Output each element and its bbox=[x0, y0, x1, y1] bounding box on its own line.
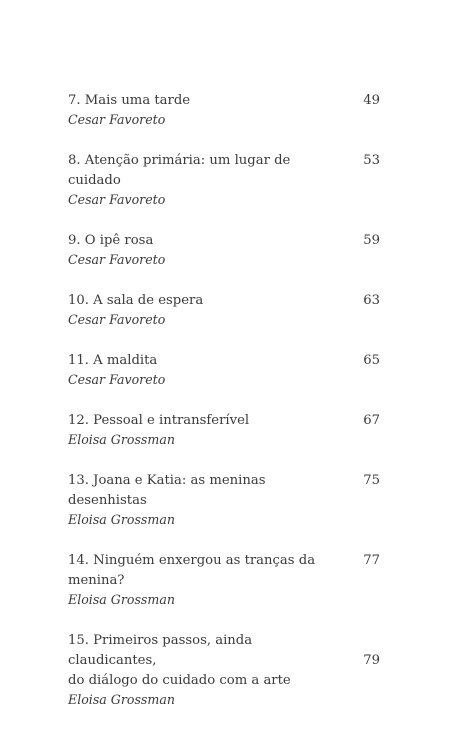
toc-entry[interactable] bbox=[68, 471, 380, 529]
toc-entry-page-number: 77 bbox=[363, 553, 380, 568]
toc-entry[interactable] bbox=[68, 351, 380, 389]
toc-entry-author: Eloisa Grossman bbox=[68, 692, 175, 707]
toc-entry[interactable] bbox=[68, 411, 380, 449]
toc-entry-author: Cesar Favoreto bbox=[68, 252, 166, 267]
toc-entry-page-number: 53 bbox=[363, 153, 380, 168]
toc-entry-page-number: 67 bbox=[363, 413, 380, 428]
toc-entry-title: 12. Pessoal e intransferível bbox=[68, 413, 250, 428]
toc-entry[interactable] bbox=[68, 631, 380, 709]
toc-entry-title: 7. Mais uma tarde bbox=[68, 93, 191, 108]
toc-entry-title: 13. Joana e Katia: as meninas desenhistas bbox=[68, 473, 266, 508]
toc-entry-page-number: 75 bbox=[363, 473, 380, 488]
toc-entry-title: 8. Atenção primária: um lugar de cuidado bbox=[68, 153, 291, 188]
toc-entry[interactable] bbox=[68, 291, 380, 329]
toc-entry-title: 10. A sala de espera bbox=[68, 293, 204, 308]
toc-entry-title: 9. O ipê rosa bbox=[68, 233, 154, 248]
toc-entry-author: Cesar Favoreto bbox=[68, 312, 166, 327]
toc-entry-author: Cesar Favoreto bbox=[68, 192, 166, 207]
table-of-contents bbox=[68, 91, 380, 731]
toc-entry[interactable] bbox=[68, 151, 380, 209]
toc-entry[interactable] bbox=[68, 231, 380, 269]
toc-entry-author: Cesar Favoreto bbox=[68, 372, 166, 387]
toc-entry-page-number: 63 bbox=[363, 293, 380, 308]
toc-entry[interactable] bbox=[68, 91, 380, 129]
toc-entry-page-number: 65 bbox=[363, 353, 380, 368]
toc-entry-title: 14. Ninguém enxergou as tranças da menina? bbox=[68, 553, 316, 588]
toc-entry-title-line-2: do diálogo do cuidado com a arte bbox=[68, 673, 291, 688]
toc-entry-page-number: 59 bbox=[363, 233, 380, 248]
toc-entry-page-number: 49 bbox=[363, 93, 380, 108]
toc-entry[interactable] bbox=[68, 551, 380, 609]
toc-entry-title: 11. A maldita bbox=[68, 353, 158, 368]
toc-entry-author: Eloisa Grossman bbox=[68, 592, 175, 607]
toc-entry-author: Eloisa Grossman bbox=[68, 432, 175, 447]
toc-entry-author: Cesar Favoreto bbox=[68, 112, 166, 127]
toc-entry-author: Eloisa Grossman bbox=[68, 512, 175, 527]
toc-entry-title-line-1: 15. Primeiros passos, ainda claudicantes, bbox=[68, 633, 253, 668]
toc-entry-page-number: 79 bbox=[363, 653, 380, 668]
